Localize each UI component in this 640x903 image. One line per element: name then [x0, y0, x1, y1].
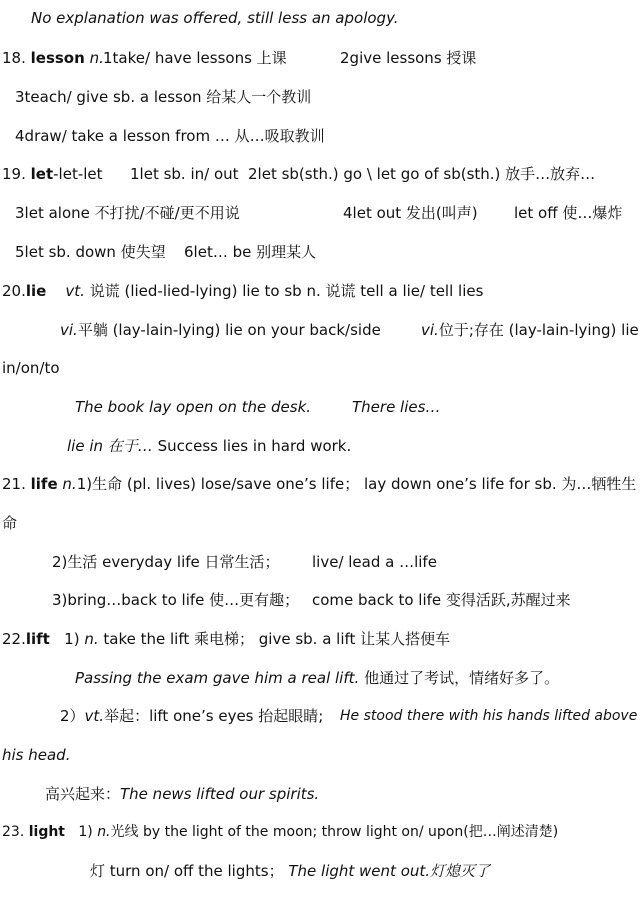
- example-sentence: The news lifted our spirits.: [120, 785, 320, 803]
- definition-continuation: in/on/to: [2, 359, 60, 377]
- entry-number: 22.: [2, 630, 26, 648]
- headword: life: [30, 475, 58, 493]
- definition: 3)bring…back to life 使…更有趣；: [52, 591, 300, 609]
- phrase: 1take/ have lessons 上课: [103, 49, 287, 67]
- phrase: let off 使…爆炸: [514, 204, 623, 222]
- entry-number: 23.: [2, 824, 25, 840]
- phrase: 5let sb. down 使失望: [15, 243, 166, 261]
- verb-forms: -let-let: [53, 165, 103, 183]
- part-of-speech: n.: [62, 475, 77, 493]
- example-sentence: There lies…: [352, 398, 441, 416]
- definition: 1)生命 (pl. lives) lose/save one’s life； lay down one’s life for sb. 为…牺牲生: [76, 475, 637, 493]
- headword: lie: [25, 282, 47, 300]
- sense-number: 1): [78, 824, 93, 840]
- definition: 平躺 (lay-lain-lying) lie on your back/side: [77, 321, 381, 339]
- part-of-speech: n.: [89, 49, 104, 67]
- example-continuation: his head.: [2, 746, 71, 764]
- entry-22: [2, 629, 450, 649]
- entry-number: 18.: [2, 49, 26, 67]
- phrase: 4let out 发出(叫声): [343, 204, 478, 222]
- definition: 高兴起来：: [45, 785, 121, 803]
- part-of-speech: n.: [97, 824, 111, 840]
- part-of-speech: vt.: [84, 707, 105, 725]
- example-line: [75, 668, 559, 688]
- phrase: 1let sb. in/ out: [130, 165, 239, 183]
- example-sentence: He stood there with his hands lifted above: [340, 708, 638, 724]
- definition-line: [60, 706, 323, 726]
- headword: let: [30, 165, 54, 183]
- entry-21: [2, 474, 636, 494]
- example-sentence: The light went out.: [288, 862, 431, 880]
- definition: 光线 by the light of the moon; throw light on/ upon(把…阐述清楚): [110, 824, 559, 840]
- sense-number: 1): [64, 630, 80, 648]
- entry-19: [2, 164, 103, 184]
- phrase: 6let… be 别理某人: [184, 243, 317, 261]
- definition: 灯 turn on/ off the lights；: [90, 862, 284, 880]
- entry-18: [2, 48, 104, 68]
- headword: lesson: [30, 49, 85, 67]
- headword: lift: [25, 630, 50, 648]
- translation: 他通过了考试，情绪好多了。: [364, 669, 560, 687]
- part-of-speech: vi.: [60, 321, 78, 339]
- phrase: 2let sb(sth.) go \ let go of sb(sth.) 放手…放弃…: [248, 165, 596, 183]
- definition-line: [90, 861, 490, 881]
- entry-20: [2, 281, 483, 301]
- entry-number: 19.: [2, 165, 26, 183]
- entry-number: 21.: [2, 475, 26, 493]
- definition: take the lift 乘电梯； give sb. a lift 让某人搭便车: [103, 630, 451, 648]
- definition: 说谎 (lied-lied-lying) lie to sb n. 说谎 tell a lie/ tell lies: [89, 282, 484, 300]
- phrase: 4draw/ take a lesson from … 从…吸取教训: [15, 127, 325, 145]
- entry-number: 20.: [2, 282, 26, 300]
- example-sentence: No explanation was offered, still less an apology.: [31, 9, 399, 27]
- part-of-speech: n.: [84, 630, 99, 648]
- phrase: live/ lead a …life: [312, 553, 437, 571]
- entry-23: [2, 822, 558, 842]
- sense-number: 2）: [60, 707, 85, 725]
- definition-line: [421, 320, 639, 340]
- definition-line: [60, 320, 381, 340]
- definition: 位于;存在 (lay-lain-lying) lie: [438, 321, 639, 339]
- definition: 举起：lift one’s eyes 抬起眼睛;: [104, 707, 324, 725]
- phrase-line: [67, 436, 351, 456]
- example-sentence: The book lay open on the desk.: [75, 398, 312, 416]
- phrase: lie in 在于…: [67, 437, 153, 455]
- definition-continuation: 命: [2, 514, 18, 532]
- phrase: 2give lessons 授课: [340, 49, 477, 67]
- phrase: come back to life 变得活跃,苏醒过来: [312, 591, 571, 609]
- definition: 2)生活 everyday life 日常生活；: [52, 553, 280, 571]
- part-of-speech: vi.: [421, 321, 439, 339]
- example-sentence: Passing the exam gave him a real lift.: [75, 669, 360, 687]
- translation: 灯熄灭了: [430, 862, 491, 880]
- example-sentence: Success lies in hard work.: [157, 437, 352, 455]
- phrase: 3let alone 不打扰/不碰/更不用说: [15, 204, 240, 222]
- headword: light: [28, 824, 65, 840]
- part-of-speech: vt.: [65, 282, 85, 300]
- definition-line: [45, 784, 319, 804]
- phrase: 3teach/ give sb. a lesson 给某人一个教训: [15, 88, 312, 106]
